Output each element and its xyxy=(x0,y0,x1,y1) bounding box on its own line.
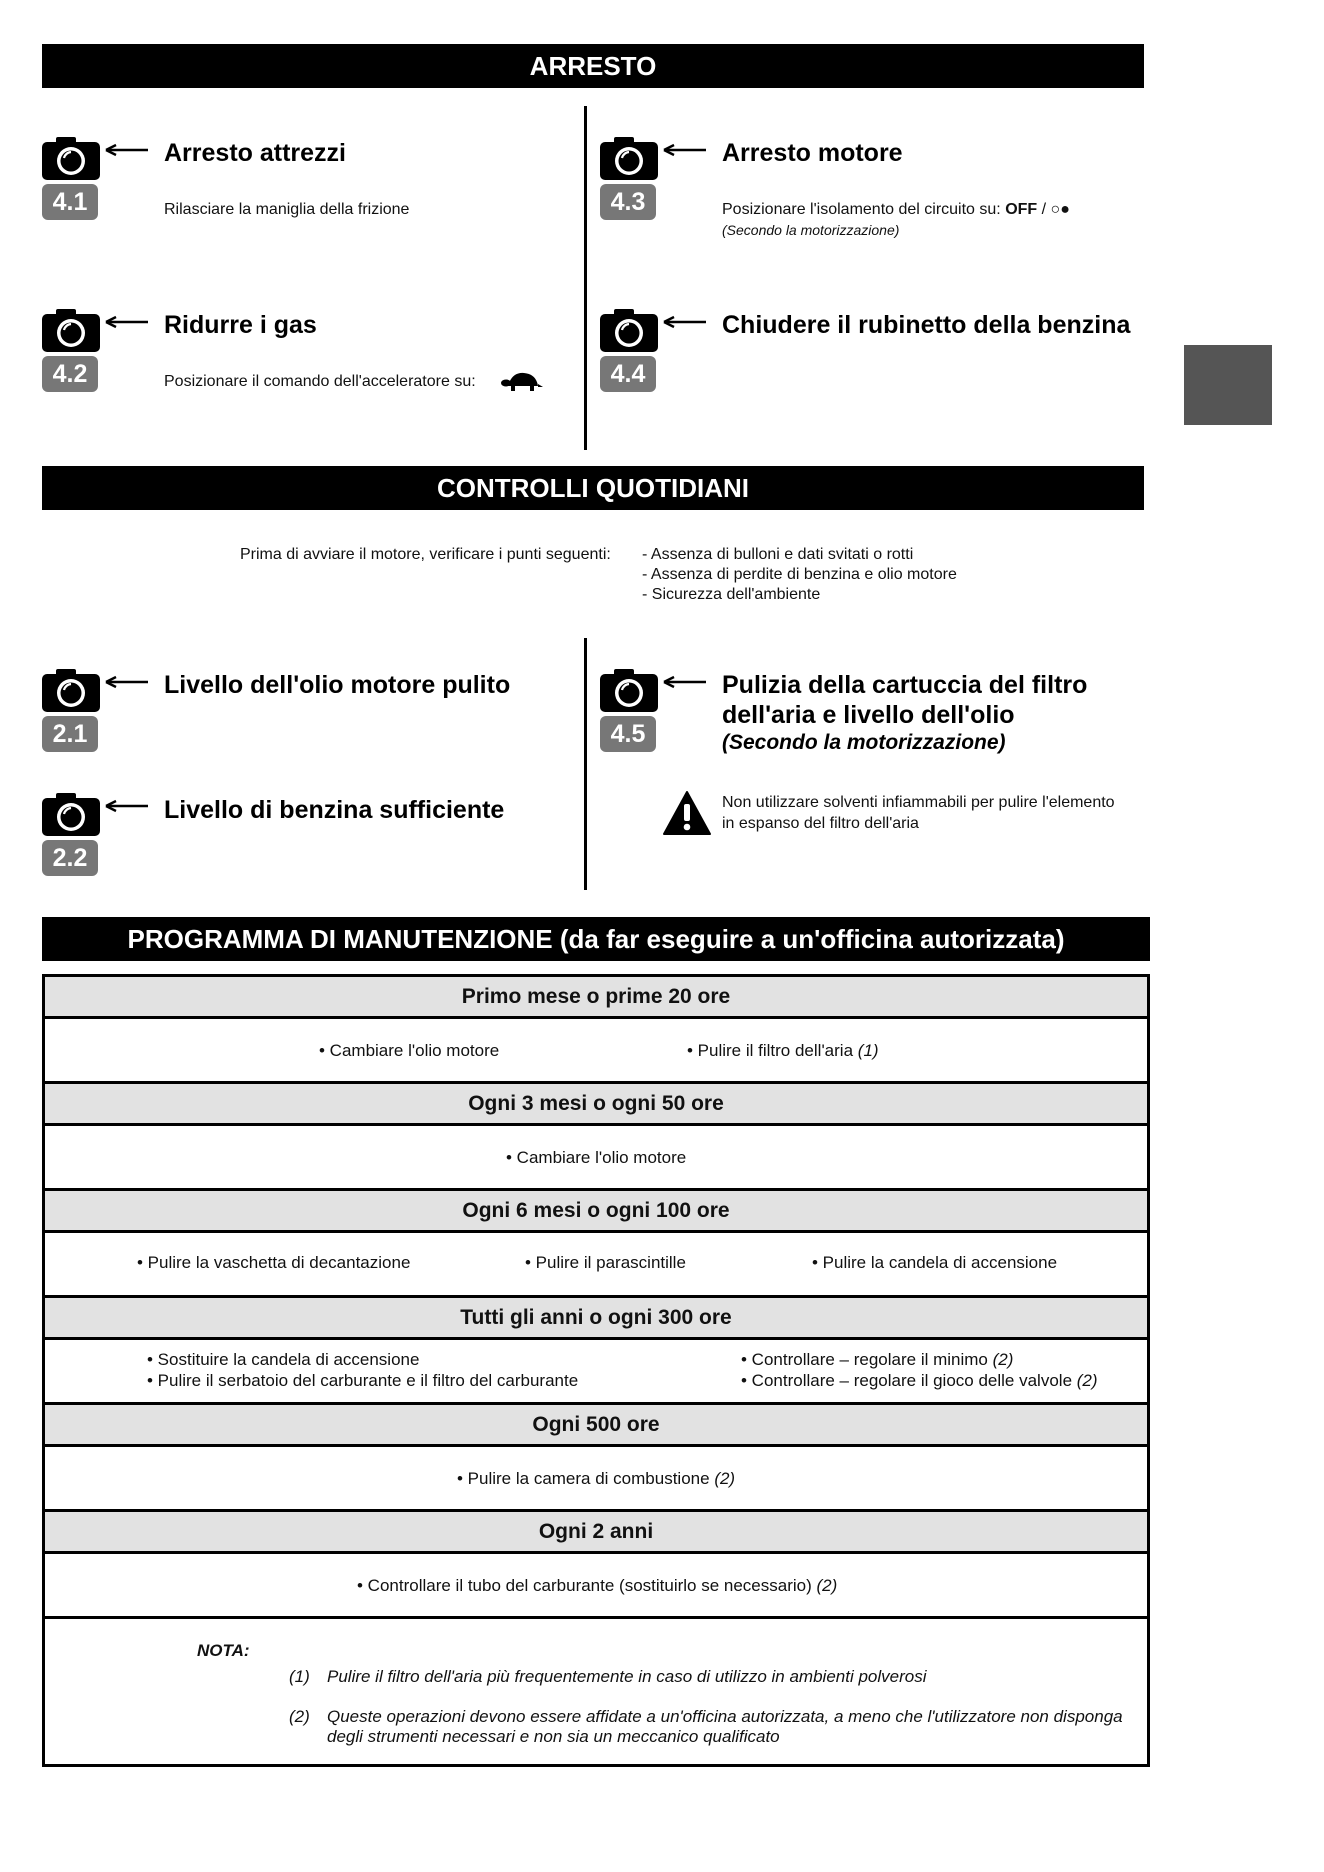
controlli-header: CONTROLLI QUOTIDIANI xyxy=(42,466,1144,510)
note-ref: (2) xyxy=(714,1469,736,1488)
step-title-note: (Secondo la motorizzazione) xyxy=(722,731,1006,754)
task-item: • Pulire il serbatoio del carburante e il filtro del carburante xyxy=(147,1371,579,1390)
task-item: • Pulire la candela di accensione xyxy=(812,1253,1058,1272)
step-badge: 4.5 xyxy=(600,716,656,752)
section-tab-marker xyxy=(1184,345,1272,425)
switch-symbol: / ○● xyxy=(1037,201,1070,218)
nota-label: NOTA: xyxy=(197,1641,250,1660)
check-item: - Assenza di bulloni e dati svitati o rotti xyxy=(642,546,914,563)
section-title: Primo mese o prime 20 ore xyxy=(44,976,1149,1018)
camera-icon xyxy=(600,136,710,182)
note-ref: (2) xyxy=(992,1350,1014,1369)
section-title: Tutti gli anni o ogni 300 ore xyxy=(44,1297,1149,1339)
warning-text: Non utilizzare solventi infiammabili per pulire l'elemento xyxy=(722,794,1115,811)
step-text: Posizionare il comando dell'acceleratore su: xyxy=(164,373,476,390)
camera-icon-4-5 xyxy=(600,668,720,758)
step-badge: 2.1 xyxy=(42,716,98,752)
task-item: • Pulire il filtro dell'aria xyxy=(687,1041,854,1060)
camera-icon xyxy=(42,308,152,354)
step-badge: 4.4 xyxy=(600,356,656,392)
camera-icon-4-2 xyxy=(42,308,162,398)
step-note: (Secondo la motorizzazione) xyxy=(722,222,900,238)
task-item: • Cambiare l'olio motore xyxy=(506,1148,687,1167)
step-badge: 4.2 xyxy=(42,356,98,392)
task-item: • Pulire la vaschetta di decantazione xyxy=(137,1253,411,1272)
checks-intro: Prima di avviare il motore, verificare i punti seguenti: xyxy=(240,546,611,563)
step-text-prefix: Posizionare l'isolamento del circuito su: xyxy=(722,201,1006,218)
camera-icon-2-1 xyxy=(42,668,162,758)
task-item: • Controllare – regolare il minimo xyxy=(741,1350,988,1369)
section-title: Ogni 6 mesi o ogni 100 ore xyxy=(44,1190,1149,1232)
camera-icon xyxy=(42,136,152,182)
camera-icon-4-1 xyxy=(42,136,162,226)
check-item: - Assenza di perdite di benzina e olio motore xyxy=(642,566,957,583)
step-badge: 4.1 xyxy=(42,184,98,220)
step-title: Arresto motore xyxy=(722,139,903,167)
task-item: • Sostituire la candela di accensione xyxy=(147,1350,420,1369)
arresto-header: ARRESTO xyxy=(42,44,1144,88)
task-item: • Controllare il tubo del carburante (sostituirlo se necessario) xyxy=(357,1576,812,1595)
maintenance-table xyxy=(42,974,1150,1767)
task-item: • Pulire la camera di combustione xyxy=(457,1469,710,1488)
step-title: Arresto attrezzi xyxy=(164,139,346,167)
note-text: Pulire il filtro dell'aria più frequentemente in caso di utilizzo in ambienti polverosi xyxy=(327,1667,927,1686)
task-item: • Controllare – regolare il gioco delle valvole xyxy=(741,1371,1073,1390)
note-text: Queste operazioni devono essere affidate a un'officina autorizzata, a meno che l'utilizzatore non disponga xyxy=(327,1707,1123,1726)
warning-text-line2: in espanso del filtro dell'aria xyxy=(722,815,919,832)
note-number: (1) xyxy=(289,1667,310,1686)
note-number: (2) xyxy=(289,1707,310,1726)
note-text-line2: degli strumenti necessari e non sia un meccanico qualificato xyxy=(327,1727,780,1746)
camera-icon xyxy=(42,668,152,714)
warning-triangle-icon xyxy=(662,790,712,836)
camera-icon xyxy=(600,308,710,354)
section-title: Ogni 500 ore xyxy=(44,1404,1149,1446)
step-title: Pulizia della cartuccia del filtro xyxy=(722,671,1088,699)
off-label: OFF xyxy=(1005,201,1038,218)
camera-icon xyxy=(42,792,152,838)
task-item: • Pulire il parascintille xyxy=(525,1253,686,1272)
step-badge: 4.3 xyxy=(600,184,656,220)
note-ref: (2) xyxy=(1076,1371,1098,1390)
camera-icon xyxy=(600,668,710,714)
section-title: Ogni 2 anni xyxy=(44,1511,1149,1553)
camera-icon-4-4 xyxy=(600,308,720,398)
manutenzione-header: PROGRAMMA DI MANUTENZIONE (da far eseguire a un'officina autorizzata) xyxy=(42,917,1150,961)
step-title-line2: dell'aria e livello dell'olio xyxy=(722,701,1015,729)
check-item: - Sicurezza dell'ambiente xyxy=(642,586,821,603)
step-text: Rilasciare la maniglia della frizione xyxy=(164,201,410,218)
note-ref: (1) xyxy=(857,1041,879,1060)
controlli-divider xyxy=(584,638,587,890)
arresto-divider xyxy=(584,106,587,450)
camera-icon-2-2 xyxy=(42,792,162,882)
step-title: Ridurre i gas xyxy=(164,311,317,339)
camera-icon-4-3 xyxy=(600,136,720,226)
step-text xyxy=(722,201,1070,219)
step-title: Chiudere il rubinetto della benzina xyxy=(722,311,1131,339)
task-item: • Cambiare l'olio motore xyxy=(319,1041,500,1060)
step-badge: 2.2 xyxy=(42,840,98,876)
section-title: Ogni 3 mesi o ogni 50 ore xyxy=(44,1083,1149,1125)
tortoise-icon xyxy=(500,370,544,394)
step-title: Livello dell'olio motore pulito xyxy=(164,671,511,699)
note-ref: (2) xyxy=(816,1576,838,1595)
step-title: Livello di benzina sufficiente xyxy=(164,796,505,824)
